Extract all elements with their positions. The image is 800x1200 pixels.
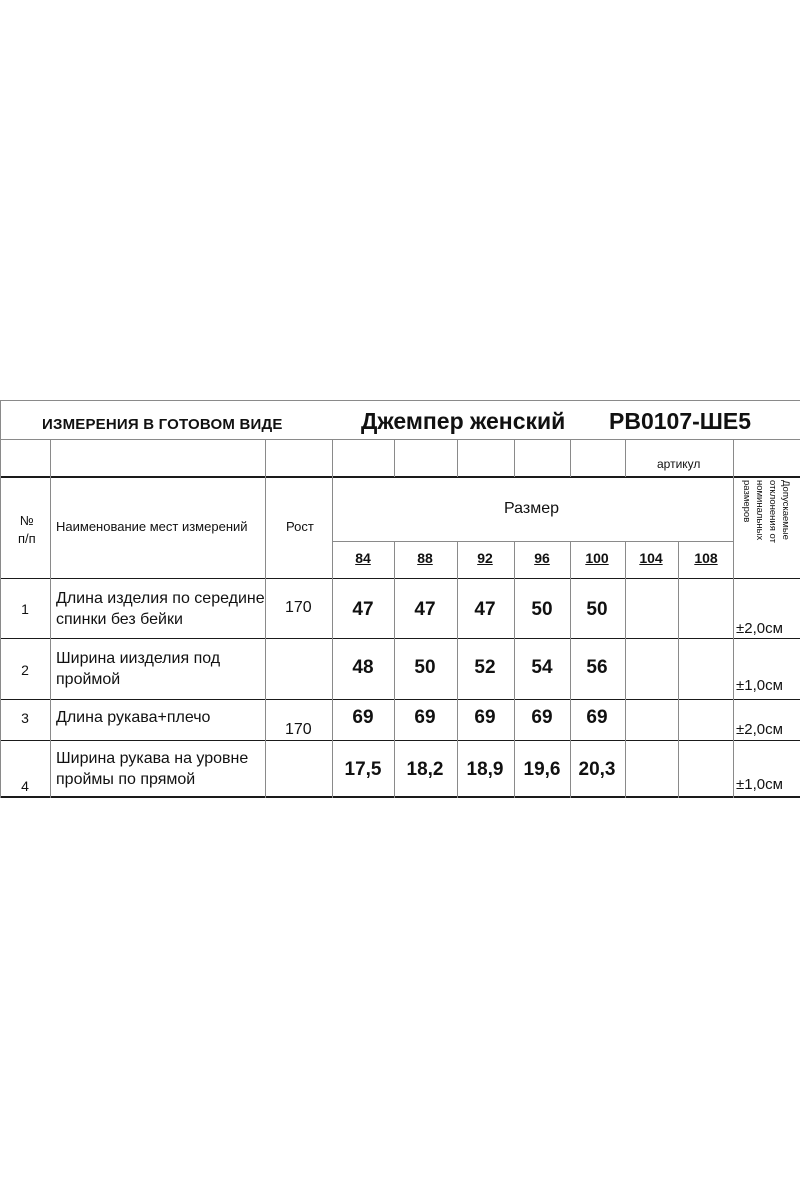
size-value: 69: [474, 707, 496, 728]
grid-line: [570, 439, 571, 477]
name-line: спинки без бейки: [56, 611, 183, 628]
name-line: Длина рукава+плечо: [56, 709, 211, 726]
grid-line: [265, 439, 266, 798]
size-value: 50: [586, 599, 608, 620]
size-header: 88: [417, 550, 433, 566]
name-line: проймы по прямой: [56, 771, 196, 788]
name-line: проймой: [56, 671, 121, 688]
grid-line: [0, 796, 800, 798]
size-value: 69: [531, 707, 553, 728]
name-line: Длина изделия по середине: [56, 590, 265, 607]
size-header: 84: [355, 550, 371, 566]
grid-line: [514, 439, 515, 477]
grid-line: [0, 699, 800, 700]
row-measure-name: [56, 588, 265, 630]
tolerance-column-header: [728, 478, 800, 548]
tolerance-header-line: Допускаемые: [780, 480, 791, 540]
grid-line: [678, 541, 679, 798]
row-measure-name: [56, 648, 220, 690]
size-value: 47: [414, 599, 436, 620]
size-value: 48: [352, 657, 374, 678]
size-header: 108: [694, 550, 718, 566]
name-line: Ширина рукава на уровне: [56, 750, 249, 767]
name-column-header: Наименование мест измерений: [56, 519, 248, 534]
sheet-title: ИЗМЕРЕНИЯ В ГОТОВОМ ВИДЕ: [42, 416, 283, 433]
size-header: 100: [585, 550, 609, 566]
grid-line: [625, 439, 626, 477]
grid-line: [332, 541, 733, 542]
grid-line: [50, 439, 51, 798]
tolerance-header-line: номинальных: [754, 480, 765, 541]
grid-line: [0, 439, 800, 440]
size-value: 69: [414, 707, 436, 728]
article-label: артикул: [657, 457, 701, 471]
row-number: 2: [21, 662, 29, 678]
size-value: 18,9: [466, 759, 504, 780]
size-value: 69: [586, 707, 608, 728]
size-value: 52: [474, 657, 496, 678]
size-value: 18,2: [406, 759, 444, 780]
row-number: 4: [21, 778, 29, 794]
grid-line: [332, 439, 333, 798]
size-value: 20,3: [578, 759, 616, 780]
size-header: 96: [534, 550, 550, 566]
size-value: 50: [531, 599, 553, 620]
tolerance-header-line: отклонения от: [767, 480, 778, 543]
row-tolerance: ±1,0см: [736, 677, 783, 694]
row-tolerance: ±1,0см: [736, 776, 783, 793]
grid-line: [625, 541, 626, 798]
row-tolerance: ±2,0см: [736, 620, 783, 637]
size-value: 54: [531, 657, 553, 678]
size-group-header: Размер: [504, 500, 559, 517]
grid-line: [0, 400, 1, 798]
row-number: 1: [21, 601, 29, 617]
size-value: 47: [474, 599, 496, 620]
row-number: 3: [21, 710, 29, 726]
size-value: 50: [414, 657, 436, 678]
name-line: Ширина иизделия под: [56, 650, 221, 667]
size-value: 19,6: [523, 759, 561, 780]
product-code: PB0107-ШЕ5: [609, 408, 752, 434]
grid-line: [0, 400, 800, 401]
size-value: 56: [586, 657, 608, 678]
grid-line: [0, 740, 800, 741]
row-tolerance: ±2,0см: [736, 721, 783, 738]
row-measure-name: [56, 707, 210, 728]
grid-line: [0, 578, 800, 579]
grid-line: [394, 541, 395, 798]
grid-line: [457, 439, 458, 477]
row-height: 170: [285, 599, 312, 616]
height-column-header: Рост: [286, 519, 314, 534]
number-header-line2: п/п: [18, 530, 36, 546]
product-name: Джемпер женский: [361, 408, 566, 434]
size-value: 69: [352, 707, 374, 728]
number-header-line1: №: [19, 513, 34, 528]
size-value: 47: [352, 599, 374, 620]
size-header: 92: [477, 550, 493, 566]
tolerance-header-line: размеров: [741, 480, 752, 523]
size-header: 104: [639, 550, 663, 566]
row-measure-name: [56, 748, 248, 790]
row-height: 170: [285, 721, 312, 738]
measurement-sheet: [0, 400, 800, 798]
size-value: 17,5: [344, 759, 382, 780]
number-column-header: [18, 512, 36, 547]
grid-line: [0, 476, 800, 478]
grid-line: [394, 439, 395, 477]
grid-line: [0, 638, 800, 639]
